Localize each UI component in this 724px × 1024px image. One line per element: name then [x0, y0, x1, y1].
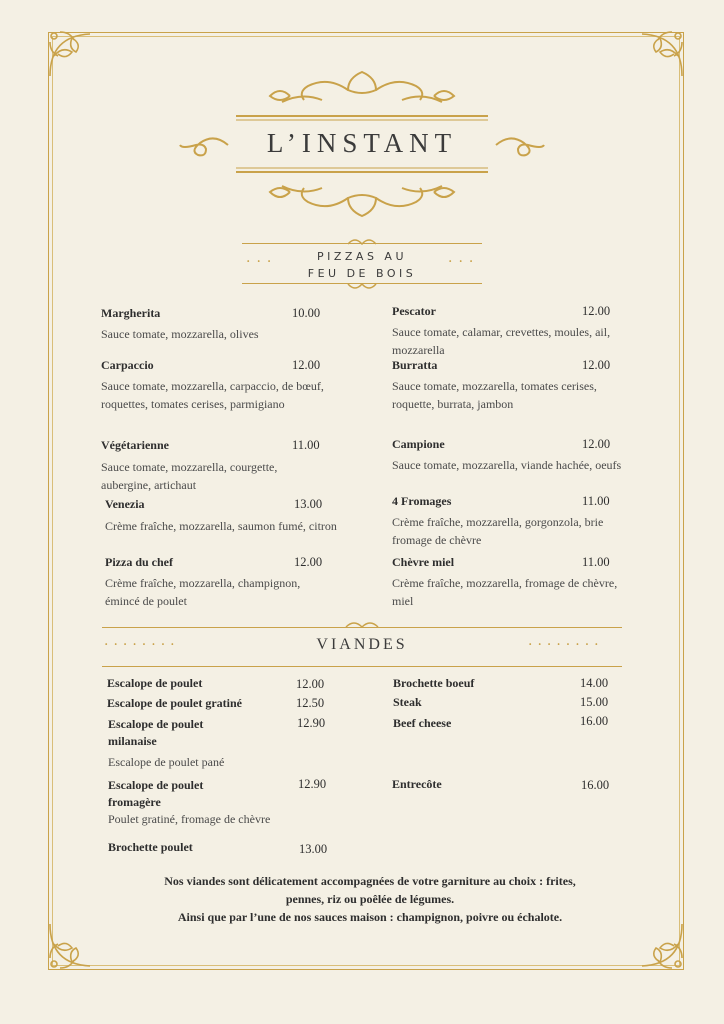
- menu-item-name: Escalope de poulet gratiné: [107, 696, 242, 710]
- menu-item-name: Beef cheese: [393, 716, 452, 730]
- menu-item-description: Crème fraîche, mozzarella, gorgonzola, brie fromage de chèvre: [392, 515, 604, 547]
- menu-item-description: Sauce tomate, mozzarella, viande hachée, oeufs: [392, 458, 622, 472]
- menu-item-price: 12.00: [582, 358, 611, 372]
- menu-item-description: Crème fraîche, mozzarella, fromage de chèvre, miel: [392, 576, 618, 608]
- menu-item-description: Poulet gratiné, fromage de chèvre: [108, 812, 271, 826]
- menu-item-description: Sauce tomate, mozzarella, carpaccio, de bœuf, roquettes, tomates cerises, parmigiano: [101, 379, 324, 411]
- menu-item-name: Brochette poulet: [108, 840, 193, 854]
- menu-item-name: Escalope de poulet milanaise: [108, 717, 204, 748]
- divider-flourish-icon: [344, 619, 380, 631]
- section-title-line: FEU DE BOIS: [307, 267, 417, 280]
- menu-item-name: Campione: [392, 437, 445, 451]
- dots-decoration: ········: [104, 637, 180, 653]
- note-line: Ainsi que par l’une de nos sauces maison : champignon, poivre ou échalote.: [177, 910, 563, 924]
- menu-item-price: 12.00: [582, 437, 611, 451]
- menu-item-price: 12.90: [297, 716, 326, 730]
- menu-item-name: Pizza du chef: [105, 555, 173, 569]
- menu-item-name: Végétarienne: [101, 438, 169, 452]
- menu-item-name: 4 Fromages: [392, 494, 452, 508]
- divider-flourish-icon: [346, 236, 378, 248]
- menu-item-price: 12.50: [296, 696, 325, 710]
- menu-item-name: Carpaccio: [101, 358, 154, 372]
- section-title-line: PIZZAS AU: [316, 250, 408, 263]
- menu-item-name: Margherita: [101, 306, 161, 320]
- header-bottom-flourish-icon: [230, 166, 494, 222]
- menu-item-name: Escalope de poulet: [107, 676, 203, 690]
- menu-item-name: Escalope de poulet fromagère: [108, 778, 204, 809]
- menu-item-price: 12.90: [298, 777, 327, 791]
- garnish-note: [110, 872, 630, 926]
- note-line: Nos viandes sont délicatement accompagnées de votre garniture au choix : frites,: [164, 874, 576, 888]
- section-title-viandes: VIANDES: [316, 636, 408, 653]
- menu-item-price: 10.00: [292, 306, 321, 320]
- section-title-pizzas: [262, 248, 462, 282]
- menu-item-price: 12.00: [294, 555, 323, 569]
- menu-item-name: Steak: [393, 695, 422, 709]
- menu-item-price: 12.00: [292, 358, 321, 372]
- divider-flourish-icon: [346, 280, 378, 292]
- menu-item-price: 15.00: [580, 695, 609, 709]
- header-top-flourish-icon: [230, 66, 494, 122]
- menu-item-price: 16.00: [580, 714, 609, 728]
- menu-item-price: 12.00: [582, 304, 611, 318]
- dots-decoration: ···: [246, 254, 278, 270]
- note-line: pennes, riz ou poêlée de légumes.: [285, 892, 455, 906]
- menu-item-price: 16.00: [581, 778, 610, 792]
- menu-item-description: Crème fraîche, mozzarella, saumon fumé, citron: [105, 519, 337, 533]
- menu-item-name: Venezia: [105, 497, 145, 511]
- menu-item-description: Crème fraîche, mozzarella, champignon, émincé de poulet: [105, 576, 301, 608]
- divider: [102, 666, 622, 667]
- menu-item-price: 11.00: [582, 555, 610, 569]
- menu-item-price: 11.00: [582, 494, 610, 508]
- menu-item-description: Escalope de poulet pané: [108, 755, 225, 769]
- menu-item-description: Sauce tomate, mozzarella, tomates cerises, roquette, burrata, jambon: [392, 379, 597, 411]
- menu-item-description: Sauce tomate, mozzarella, courgette, aubergine, artichaut: [101, 460, 278, 492]
- menu-item-price: 12.00: [296, 677, 325, 691]
- menu-item-name: Burratta: [392, 358, 438, 372]
- corner-ornament-icon: [632, 918, 688, 974]
- menu-item-description: Sauce tomate, mozzarella, olives: [101, 327, 259, 341]
- menu-item-price: 14.00: [580, 676, 609, 690]
- corner-ornament-icon: [44, 918, 100, 974]
- menu-item-name: Entrecôte: [392, 777, 442, 791]
- menu-item-price: 13.00: [294, 497, 323, 511]
- menu-item-name: Chèvre miel: [392, 555, 455, 569]
- corner-ornament-icon: [632, 26, 688, 82]
- corner-ornament-icon: [44, 26, 100, 82]
- menu-item-price: 13.00: [299, 842, 328, 856]
- menu-item-name: Brochette boeuf: [393, 676, 475, 690]
- restaurant-title: L’INSTANT: [266, 128, 458, 158]
- dots-decoration: ···: [448, 254, 480, 270]
- menu-item-name: Pescator: [392, 304, 436, 318]
- dots-decoration: ········: [528, 637, 604, 653]
- menu-item-price: 11.00: [292, 438, 320, 452]
- menu-item-description: Sauce tomate, calamar, crevettes, moules, ail, mozzarella: [392, 325, 611, 357]
